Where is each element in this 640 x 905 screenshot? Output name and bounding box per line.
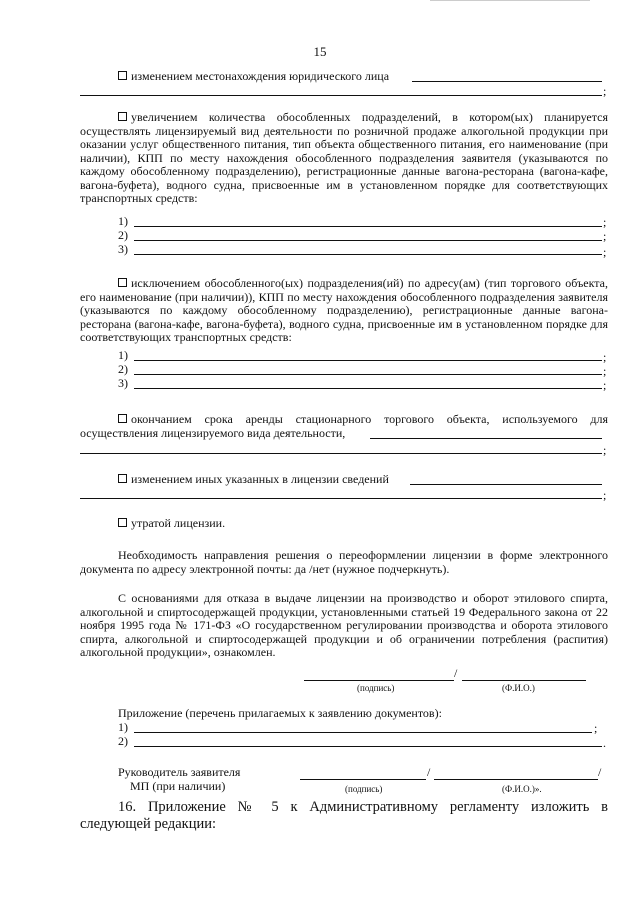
fill-line[interactable] bbox=[134, 732, 592, 733]
list-item-label: 1) bbox=[118, 720, 128, 734]
page-number: 15 bbox=[313, 44, 327, 59]
list-item-label: 3) bbox=[118, 242, 128, 256]
electronic-decision-paragraph: Необходимость направления решения о переоформлении лицензии в форме электронного документа по адресу электронной почты: да /нет (нужное подчеркнуть). bbox=[80, 548, 608, 576]
head-name-line[interactable] bbox=[434, 779, 598, 780]
section-license-loss-text: утратой лицензии. bbox=[131, 516, 226, 530]
line-end-semicolon: ; bbox=[603, 84, 607, 98]
checkbox-license-loss[interactable] bbox=[118, 518, 127, 527]
line-end-semicolon: ; bbox=[603, 215, 607, 229]
fill-line[interactable] bbox=[370, 438, 602, 439]
name-caption: (Ф.И.О.) bbox=[502, 683, 535, 693]
line-end-semicolon: ; bbox=[603, 229, 607, 243]
fill-line[interactable] bbox=[412, 81, 602, 82]
section-location-change bbox=[118, 70, 389, 83]
head-signature-line[interactable] bbox=[300, 779, 426, 780]
signature-slash: / bbox=[454, 666, 458, 680]
scan-edge-mark bbox=[430, 0, 590, 1]
list-item-label: 1) bbox=[118, 348, 128, 362]
head-signature-slash: / bbox=[427, 765, 431, 779]
list-item-label: 2) bbox=[118, 734, 128, 748]
fill-line[interactable] bbox=[134, 226, 602, 227]
line-end-semicolon: ; bbox=[594, 721, 598, 735]
head-signature-caption: (подпись) bbox=[345, 784, 383, 794]
line-end-semicolon: ; bbox=[603, 364, 607, 378]
head-name-caption: (Ф.И.О.)». bbox=[502, 784, 542, 794]
fill-line[interactable] bbox=[410, 484, 602, 485]
fill-line[interactable] bbox=[134, 388, 602, 389]
checkbox-other-changes[interactable] bbox=[118, 474, 127, 483]
line-end-semicolon: ; bbox=[603, 245, 607, 259]
name-line[interactable] bbox=[462, 680, 586, 681]
section-license-loss bbox=[118, 517, 225, 530]
refusal-grounds-paragraph: С основаниями для отказа в выдаче лицензии на производство и оборот этилового спирта, алкогольной и спиртосодержащей продукции, установленными статьей 19 Федерального закона от 22 ноября 1995 года № 171-ФЗ «О государственном регулировании производства и оборота этилового спирта, алкогольной и спиртосодержащей продукции и об ограничении потребления (распития) алкогольной продукции», ознакомлен. bbox=[80, 591, 608, 659]
section-other-changes bbox=[118, 473, 389, 486]
signature-caption: (подпись) bbox=[357, 683, 395, 693]
amendment-paragraph: 16. Приложение № 5 к Административному регламенту изложить в следующей редакции: bbox=[80, 799, 608, 832]
signature-line[interactable] bbox=[304, 680, 454, 681]
line-end-semicolon: ; bbox=[603, 350, 607, 364]
fill-line[interactable] bbox=[80, 453, 602, 454]
line-end-semicolon: ; bbox=[603, 443, 607, 457]
attachment-heading: Приложение (перечень прилагаемых к заявлению документов): bbox=[118, 706, 442, 720]
checkbox-exclude-subdivisions[interactable] bbox=[118, 278, 127, 287]
fill-line[interactable] bbox=[134, 746, 602, 747]
section-other-changes-text: изменением иных указанных в лицензии сведений bbox=[131, 472, 389, 486]
fill-line[interactable] bbox=[134, 360, 602, 361]
section-lease-end-text: окончанием срока аренды стационарного торгового объекта, используемого для осуществления лицензируемого вида деятельности, bbox=[80, 412, 608, 440]
section-lease-end bbox=[80, 413, 608, 440]
checkbox-lease-end[interactable] bbox=[118, 414, 127, 423]
fill-line[interactable] bbox=[134, 240, 602, 241]
list-item-label: 2) bbox=[118, 228, 128, 242]
fill-line[interactable] bbox=[134, 254, 602, 255]
section-exclude-subdivisions-text: исключением обособленного(ых) подразделения(ий) по адресу(ам) (тип торгового объекта, его наименование (при наличии)), КПП по месту нахождения обособленного подразделения заявителя (указываются по каждому обособленному подразделению), регистрационные данные вагона-ресторана (вагона-кафе, вагона-буфета), водного судна, присвоенные им в установленном порядке для соответствующих транспортных средств: bbox=[80, 276, 608, 344]
stamp-label: МП (при наличии) bbox=[130, 779, 226, 793]
fill-line[interactable] bbox=[80, 95, 602, 96]
section-increase-subdivisions bbox=[80, 111, 608, 206]
section-location-change-text: изменением местонахождения юридического лица bbox=[131, 69, 390, 83]
list-item-label: 1) bbox=[118, 214, 128, 228]
fill-line[interactable] bbox=[134, 374, 602, 375]
list-item-label: 2) bbox=[118, 362, 128, 376]
section-exclude-subdivisions bbox=[80, 277, 608, 345]
fill-line[interactable] bbox=[80, 498, 602, 499]
checkbox-increase-subdivisions[interactable] bbox=[118, 112, 127, 121]
head-end-slash: / bbox=[598, 765, 602, 779]
section-increase-subdivisions-text: увеличением количества обособленных подразделений, в котором(ых) планируется осуществлять лицензируемый вид деятельности по розничной продаже алкогольной продукции при оказании услуг общественного питания, тип объекта общественного питания, его наименование (при наличии), КПП по месту нахождения обособленного подразделения заявителя (указываются по каждому обособленному подразделению), регистрационные данные вагона-ресторана (вагона-кафе, вагона-буфета), водного судна, присвоенные им в установленном порядке для соответствующих транспортных средств: bbox=[80, 110, 608, 205]
line-end-semicolon: ; bbox=[603, 488, 607, 502]
head-title: Руководитель заявителя bbox=[118, 765, 241, 779]
line-end-semicolon: ; bbox=[603, 378, 607, 392]
list-item-label: 3) bbox=[118, 376, 128, 390]
line-end-semicolon: . bbox=[603, 736, 606, 750]
checkbox-location-change[interactable] bbox=[118, 71, 127, 80]
